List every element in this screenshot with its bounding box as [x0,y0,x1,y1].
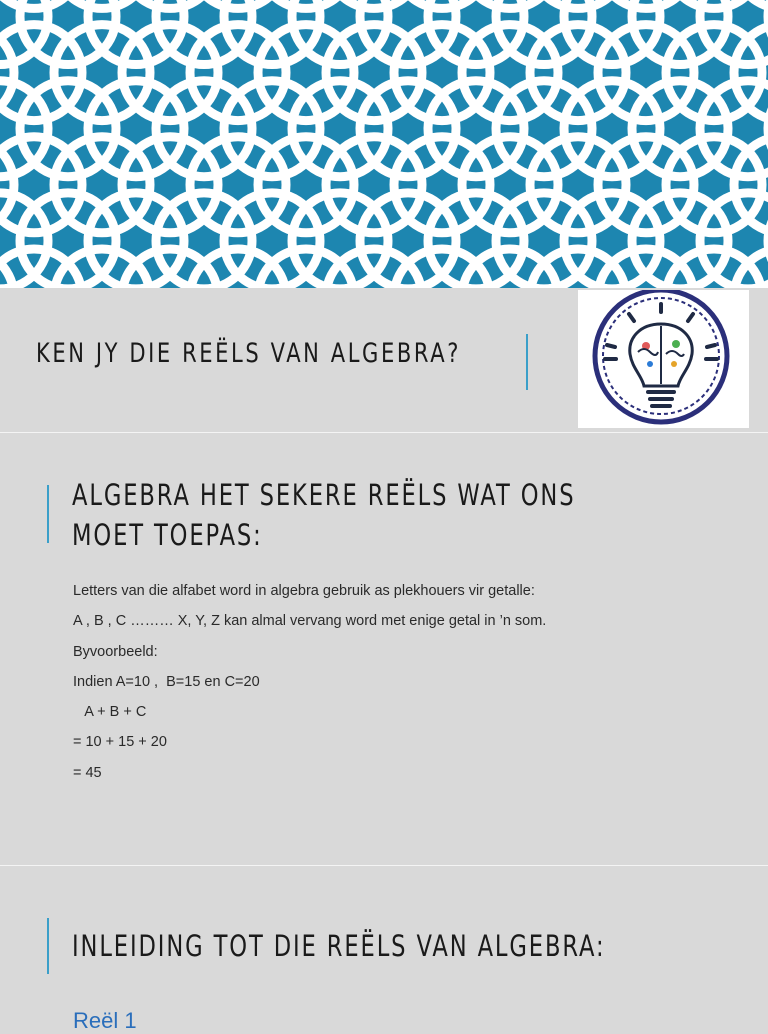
pattern-ring [326,0,422,8]
body-line: A + B + C [73,704,147,721]
rule-subtitle: Reël 1 [73,1008,137,1033]
slide-heading: INLEIDING TOT DIE REËLS VAN ALGEBRA: [72,929,606,963]
pattern-ring [462,0,558,8]
pattern-ring [598,0,694,8]
slide-body [73,576,546,788]
pattern-ring [258,0,354,8]
body-line: Indien A=10 , B=15 en C=20 [73,673,260,690]
accent-divider [526,334,528,390]
pattern-ring [394,0,490,8]
body-line: = 10 + 15 + 20 [73,734,167,751]
decorative-pattern-banner [0,0,768,288]
slide-heading: ALGEBRA HET SEKERE REËLS WAT ONS MOET TOEPAS: [72,478,576,552]
pattern-ring [122,0,218,8]
pattern-ring [666,0,762,8]
body-line: A , B , C ……… X, Y, Z kan almal vervang word met enige getal in ’n som. [73,613,547,630]
pattern-ring [54,0,150,8]
accent-divider [47,485,49,543]
pattern-ring [530,0,626,8]
intro-slide [0,866,768,1033]
slide-title: KEN JY DIE REËLS VAN ALGEBRA? [36,338,461,369]
title-slide [0,288,768,433]
body-line: Letters van die alfabet word in algebra gebruik as plekhouers vir getalle: [73,583,535,599]
rules-slide [0,433,768,866]
brain-lightbulb-logo [578,290,749,428]
accent-divider [47,918,49,974]
brain-lightbulb-icon [578,290,749,428]
pattern-ring [190,0,286,8]
interlocking-circles-pattern [0,0,768,288]
body-line: Byvoorbeeld: [73,643,158,660]
body-line: = 45 [73,764,102,781]
